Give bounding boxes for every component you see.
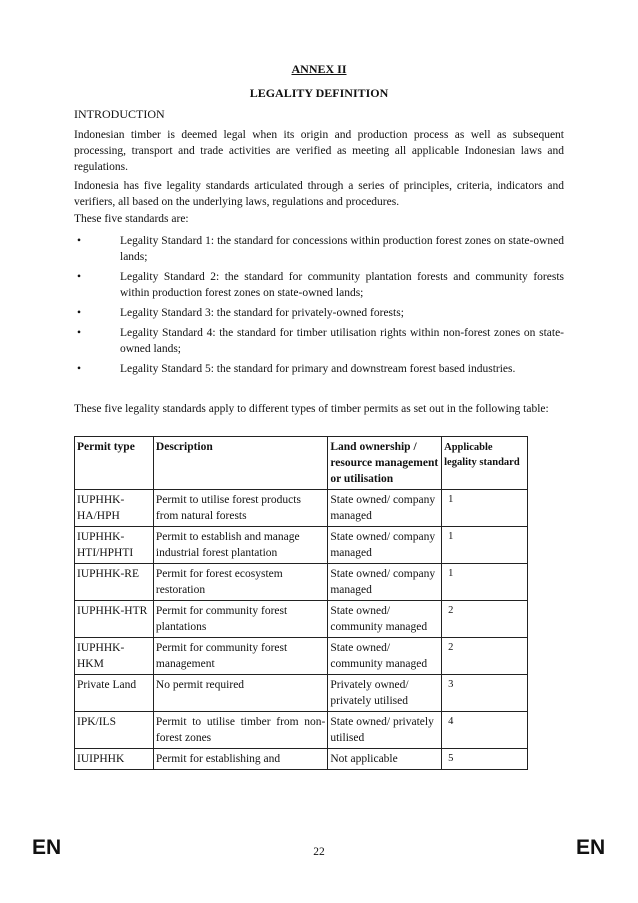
cell-permit-type: IUPHHK-HTI/HPHTI [75,527,154,564]
cell-description: Permit to establish and manage industrial forest plantation [153,527,327,564]
language-code-left: EN [32,836,62,859]
cell-description: Permit for community forest plantations [153,601,327,638]
cell-description: Permit for establishing and [153,749,327,770]
intro-heading: INTRODUCTION [74,107,165,121]
cell-standard: 4 [442,712,528,749]
cell-land-ownership: State owned/ privately utilised [328,712,442,749]
cell-land-ownership: State owned/ company managed [328,527,442,564]
cell-standard: 1 [442,564,528,601]
cell-land-ownership: Not applicable [328,749,442,770]
bullet-text: Legality Standard 2: the standard for community plantation forests and community forests within production forest zones on state-owned lands; [120,271,564,299]
cell-description: Permit for forest ecosystem restoration [153,564,327,601]
bullet-text: Legality Standard 1: the standard for concessions within production forest zones on state-owned lands; [120,235,564,263]
cell-standard: 2 [442,638,528,675]
cell-permit-type: Private Land [75,675,154,712]
header-permit-type: Permit type [75,437,154,490]
cell-permit-type: IPK/ILS [75,712,154,749]
table-row [75,638,528,675]
cell-standard: 1 [442,527,528,564]
paragraph-1: Indonesian timber is deemed legal when its origin and production process as well as subsequent processing, transport and trade activities are verified as meeting all applicable Indonesian laws and regulations. [74,129,564,173]
bullet-text: Legality Standard 4: the standard for timber utilisation rights within non-forest zones on state-owned lands; [120,327,564,355]
header-applicable-standard: Applicable legality standard [442,437,528,490]
bullet-item [74,361,564,377]
bullet-symbol: • [77,271,82,283]
bullet-item [74,233,564,265]
bullet-item [74,305,564,321]
cell-permit-type: IUPHHK-HTR [75,601,154,638]
cell-permit-type: IUPHHK-HKM [75,638,154,675]
bullet-item [74,325,564,357]
bullet-text: Legality Standard 5: the standard for primary and downstream forest based industries. [120,363,516,375]
cell-land-ownership: State owned/ company managed [328,564,442,601]
header-land-ownership: Land ownership / resource management or utilisation [328,437,442,490]
table-row [75,490,528,527]
annex-heading: ANNEX II [291,62,347,76]
paragraph-3: These five standards are: [74,213,189,225]
table-row [75,527,528,564]
bullet-symbol: • [77,327,82,339]
cell-standard: 3 [442,675,528,712]
permit-table [74,436,528,770]
table-row [75,712,528,749]
language-code-right: EN [576,836,606,859]
cell-description: Permit for community forest management [153,638,327,675]
paragraph-2: Indonesia has five legality standards articulated through a series of principles, criteria, indicators and verifiers, all based on the underlying laws, regulations and procedures. [74,180,564,208]
page-number: 22 [313,846,325,858]
bullet-symbol: • [77,363,82,375]
cell-land-ownership: State owned/ company managed [328,490,442,527]
cell-standard: 1 [442,490,528,527]
cell-standard: 5 [442,749,528,770]
bullet-symbol: • [77,235,82,247]
cell-permit-type: IUIPHHK [75,749,154,770]
cell-land-ownership: Privately owned/ privately utilised [328,675,442,712]
header-description: Description [153,437,327,490]
bullet-text: Legality Standard 3: the standard for privately-owned forests; [120,307,404,319]
table-row [75,601,528,638]
cell-standard: 2 [442,601,528,638]
bullet-list [74,233,564,381]
cell-description: Permit to utilise forest products from natural forests [153,490,327,527]
table-header-row [75,437,528,490]
paragraph-4: These five legality standards apply to different types of timber permits as set out in the following table: [74,403,549,415]
table-row [75,749,528,770]
cell-land-ownership: State owned/ community managed [328,601,442,638]
bullet-symbol: • [77,307,82,319]
bullet-item [74,269,564,301]
cell-land-ownership: State owned/ community managed [328,638,442,675]
cell-description: No permit required [153,675,327,712]
cell-description: Permit to utilise timber from non-forest zones [153,712,327,749]
document-title: LEGALITY DEFINITION [249,86,389,100]
cell-permit-type: IUPHHK-RE [75,564,154,601]
table-row [75,564,528,601]
table-row [75,675,528,712]
cell-permit-type: IUPHHK-HA/HPH [75,490,154,527]
